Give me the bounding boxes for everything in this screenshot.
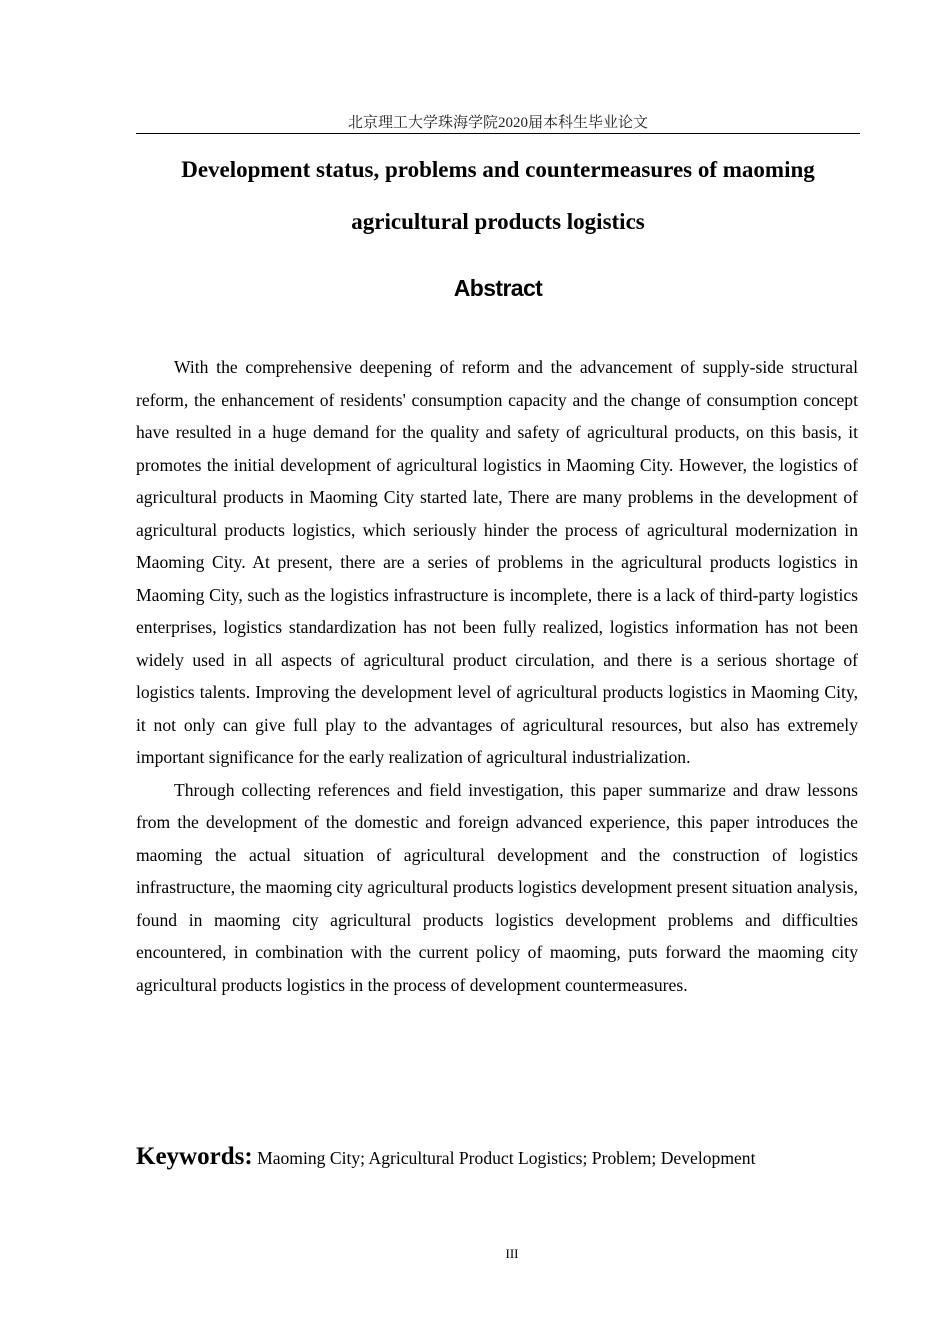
abstract-paragraph: With the comprehensive deepening of reform and the advancement of supply-side structural reform, the enhancement of residents' consumption capacity and the change of consumption concept have resulted in a huge demand for the quality and safety of agricultural products, on this basis, it promotes the initial development of agricultural logistics in Maoming City. However, the logistics of agricultural products in Maoming City started late, There are many problems in the development of agricultural products logistics, which seriously hinder the process of agricultural modernization in Maoming City. At present, there are a series of problems in the agricultural products logistics in Maoming City, such as the logistics infrastructure is incomplete, there is a lack of third-party logistics enterprises, logistics standardization has not been fully realized, logistics information has not been widely used in all aspects of agricultural product circulation, and there is a serious shortage of logistics talents. Improving the development level of agricultural products logistics in Maoming City, it not only can give full play to the advantages of agricultural resources, but also has extremely important significance for the early realization of agricultural industrialization.	[136, 357, 858, 767]
paper-title: Development status, problems and countermeasures of maoming agricultural products logistics	[181, 157, 815, 234]
abstract-body	[136, 351, 858, 1001]
page-number: III	[505, 1246, 519, 1261]
abstract-paragraph: Through collecting references and field investigation, this paper summarize and draw lessons from the development of the domestic and foreign advanced experience, this paper introduces the maoming the actual situation of agricultural development and the construction of logistics infrastructure, the maoming city agricultural products logistics development present situation analysis, found in maoming city agricultural products logistics development problems and difficulties encountered, in combination with the current policy of maoming, puts forward the maoming city agricultural products logistics in the process of development countermeasures.	[136, 779, 858, 995]
keywords-text: Maoming City; Agricultural Product Logistics; Problem; Development	[257, 1148, 756, 1168]
keywords-label: Keywords:	[136, 1143, 253, 1170]
header-divider	[136, 133, 860, 134]
abstract-heading: Abstract	[453, 275, 543, 301]
keywords-line	[136, 1140, 860, 1175]
running-header: 北京理工大学珠海学院2020届本科生毕业论文	[347, 115, 648, 131]
